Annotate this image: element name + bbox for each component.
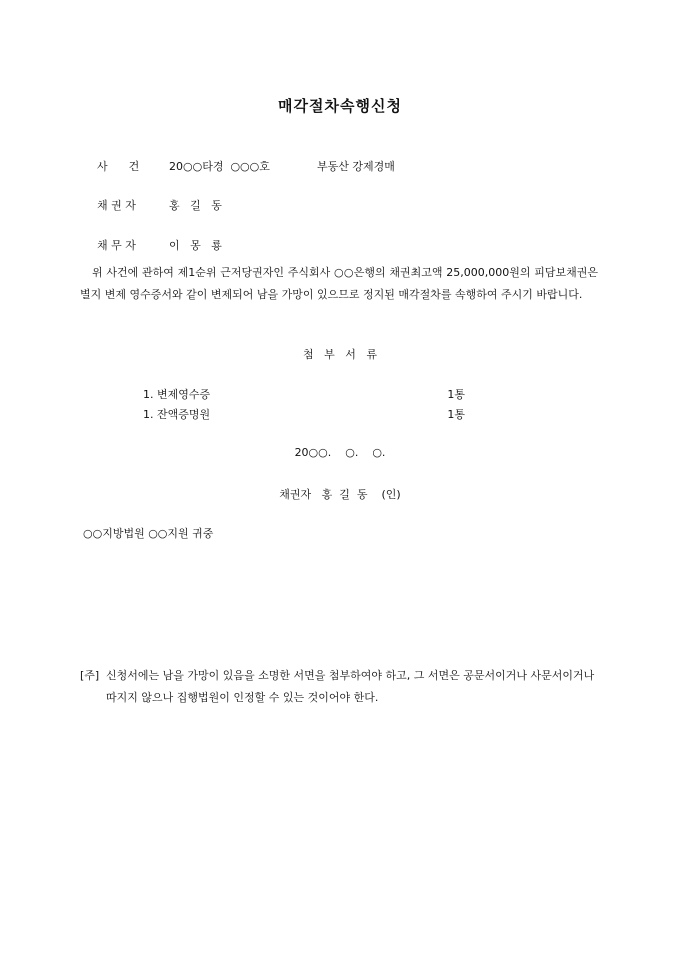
footnote-mark: [주] xyxy=(80,669,100,682)
court-addressee: ○○지방법원 ○○지원 귀중 xyxy=(83,527,214,540)
attachment-count: 1통 xyxy=(447,388,465,401)
request-paragraph xyxy=(80,262,598,306)
document-date: 20○○. ○. ○. xyxy=(294,446,386,459)
document-title: 매각절차속행신청 xyxy=(278,97,402,115)
creditor-row xyxy=(83,184,222,226)
attachment-name: 1. 잔액증명원 xyxy=(143,408,211,421)
debtor-label: 채 무 자 xyxy=(97,239,136,252)
case-row xyxy=(83,145,395,187)
debtor-name: 이 몽 룡 xyxy=(169,239,222,252)
case-type: 부동산 강제경매 xyxy=(317,160,395,173)
footnote xyxy=(80,665,598,709)
signature-line: 채권자 홍 길 동 (인) xyxy=(279,488,401,501)
debtor-row xyxy=(83,224,222,266)
request-text: 위 사건에 관하여 제1순위 근저당권자인 주식회사 ○○은행의 채권최고액 25,000,000원의 피담보채권은 별지 변제 영수증서와 같이 변제되어 남을 가망이 있으므로 정지된 매각절차를 속행하여 주시기 바랍니다. xyxy=(80,266,598,301)
creditor-label: 채 권 자 xyxy=(97,199,136,212)
attachment-name: 1. 변제영수증 xyxy=(143,388,211,401)
footnote-text: 신청서에는 남을 가망이 있음을 소명한 서면을 첨부하여야 하고, 그 서면은 공문서이거나 사문서이거나 따지지 않으나 집행법원이 인정할 수 있는 것이어야 한다. xyxy=(106,669,595,704)
case-number: 20○○타경 ○○○호 xyxy=(169,160,270,173)
attachments-heading: 첨 부 서 류 xyxy=(303,348,377,361)
attachment-count: 1통 xyxy=(447,408,465,421)
case-label: 사 건 xyxy=(97,160,140,173)
creditor-name: 홍 길 동 xyxy=(169,199,222,212)
